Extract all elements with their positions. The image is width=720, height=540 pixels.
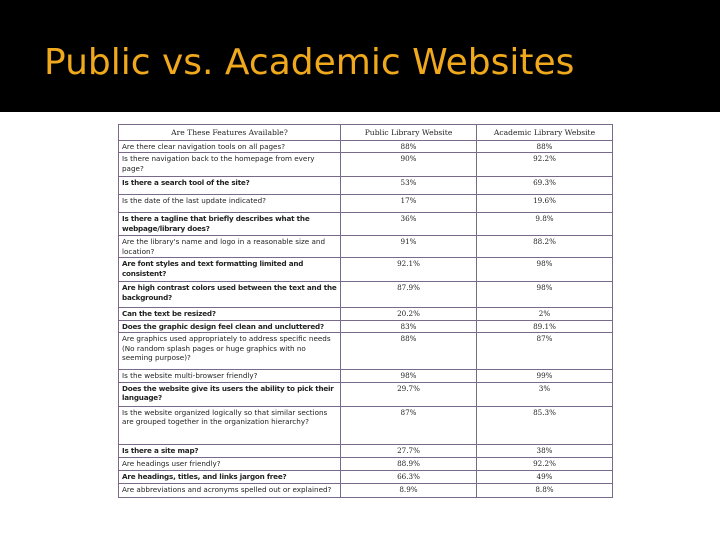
question-cell: Can the text be resized? — [119, 308, 341, 320]
public-value: 88.9% — [341, 457, 477, 470]
academic-value: 49% — [477, 470, 613, 483]
public-value: 92.1% — [341, 258, 477, 282]
table-row — [119, 470, 613, 483]
question-cell: Does the website give its users the ability to pick their language? — [119, 382, 341, 406]
academic-value: 87% — [477, 333, 613, 370]
table-row — [119, 282, 613, 308]
table-row — [119, 308, 613, 320]
public-value: 66.3% — [341, 470, 477, 483]
table-row — [119, 382, 613, 406]
table-row — [119, 457, 613, 470]
academic-value: 38% — [477, 444, 613, 457]
academic-value: 2% — [477, 308, 613, 320]
public-value: 90% — [341, 153, 477, 177]
public-value: 87.9% — [341, 282, 477, 308]
question-cell: Is the website multi-browser friendly? — [119, 370, 341, 382]
table-row — [119, 320, 613, 332]
academic-value: 88.2% — [477, 236, 613, 258]
public-value: 88% — [341, 141, 477, 153]
table-row — [119, 406, 613, 444]
table-row — [119, 153, 613, 177]
question-cell: Is there a site map? — [119, 444, 341, 457]
table-row — [119, 333, 613, 370]
table-row — [119, 236, 613, 258]
question-cell: Are graphics used appropriately to address specific needs (No random splash pages or huge graphics with no seeming purpose)? — [119, 333, 341, 370]
academic-value: 98% — [477, 258, 613, 282]
academic-value: 9.8% — [477, 213, 613, 236]
public-value: 17% — [341, 195, 477, 213]
academic-value: 98% — [477, 282, 613, 308]
question-cell: Are the library's name and logo in a reasonable size and location? — [119, 236, 341, 258]
question-cell: Is the website organized logically so that similar sections are grouped together in the organization hierarchy? — [119, 406, 341, 444]
academic-value: 19.6% — [477, 195, 613, 213]
features-table — [118, 124, 613, 498]
question-cell: Are font styles and text formatting limited and consistent? — [119, 258, 341, 282]
header-features: Are These Features Available? — [119, 125, 341, 141]
table-row — [119, 195, 613, 213]
slide-title: Public vs. Academic Websites — [44, 42, 575, 83]
academic-value: 92.2% — [477, 153, 613, 177]
table-row — [119, 370, 613, 382]
public-value: 83% — [341, 320, 477, 332]
table-row — [119, 258, 613, 282]
public-value: 53% — [341, 177, 477, 195]
public-value: 27.7% — [341, 444, 477, 457]
academic-value: 3% — [477, 382, 613, 406]
academic-value: 69.3% — [477, 177, 613, 195]
public-value: 8.9% — [341, 483, 477, 497]
question-cell: Are high contrast colors used between the text and the background? — [119, 282, 341, 308]
title-bar — [0, 0, 720, 112]
public-value: 29.7% — [341, 382, 477, 406]
academic-value: 88% — [477, 141, 613, 153]
academic-value: 8.8% — [477, 483, 613, 497]
public-value: 87% — [341, 406, 477, 444]
question-cell: Is there a search tool of the site? — [119, 177, 341, 195]
academic-value: 99% — [477, 370, 613, 382]
academic-value: 85.3% — [477, 406, 613, 444]
public-value: 88% — [341, 333, 477, 370]
question-cell: Are there clear navigation tools on all pages? — [119, 141, 341, 153]
table-row — [119, 483, 613, 497]
table-row — [119, 177, 613, 195]
header-public: Public Library Website — [341, 125, 477, 141]
question-cell: Is there a tagline that briefly describes what the webpage/library does? — [119, 213, 341, 236]
table-row — [119, 213, 613, 236]
header-academic: Academic Library Website — [477, 125, 613, 141]
question-cell: Are abbreviations and acronyms spelled out or explained? — [119, 483, 341, 497]
table-header-row — [119, 125, 613, 141]
public-value: 98% — [341, 370, 477, 382]
question-cell: Is the date of the last update indicated? — [119, 195, 341, 213]
public-value: 91% — [341, 236, 477, 258]
table-row — [119, 444, 613, 457]
question-cell: Does the graphic design feel clean and uncluttered? — [119, 320, 341, 332]
public-value: 36% — [341, 213, 477, 236]
public-value: 20.2% — [341, 308, 477, 320]
academic-value: 92.2% — [477, 457, 613, 470]
question-cell: Are headings user friendly? — [119, 457, 341, 470]
academic-value: 89.1% — [477, 320, 613, 332]
question-cell: Are headings, titles, and links jargon free? — [119, 470, 341, 483]
question-cell: Is there navigation back to the homepage from every page? — [119, 153, 341, 177]
table-row — [119, 141, 613, 153]
